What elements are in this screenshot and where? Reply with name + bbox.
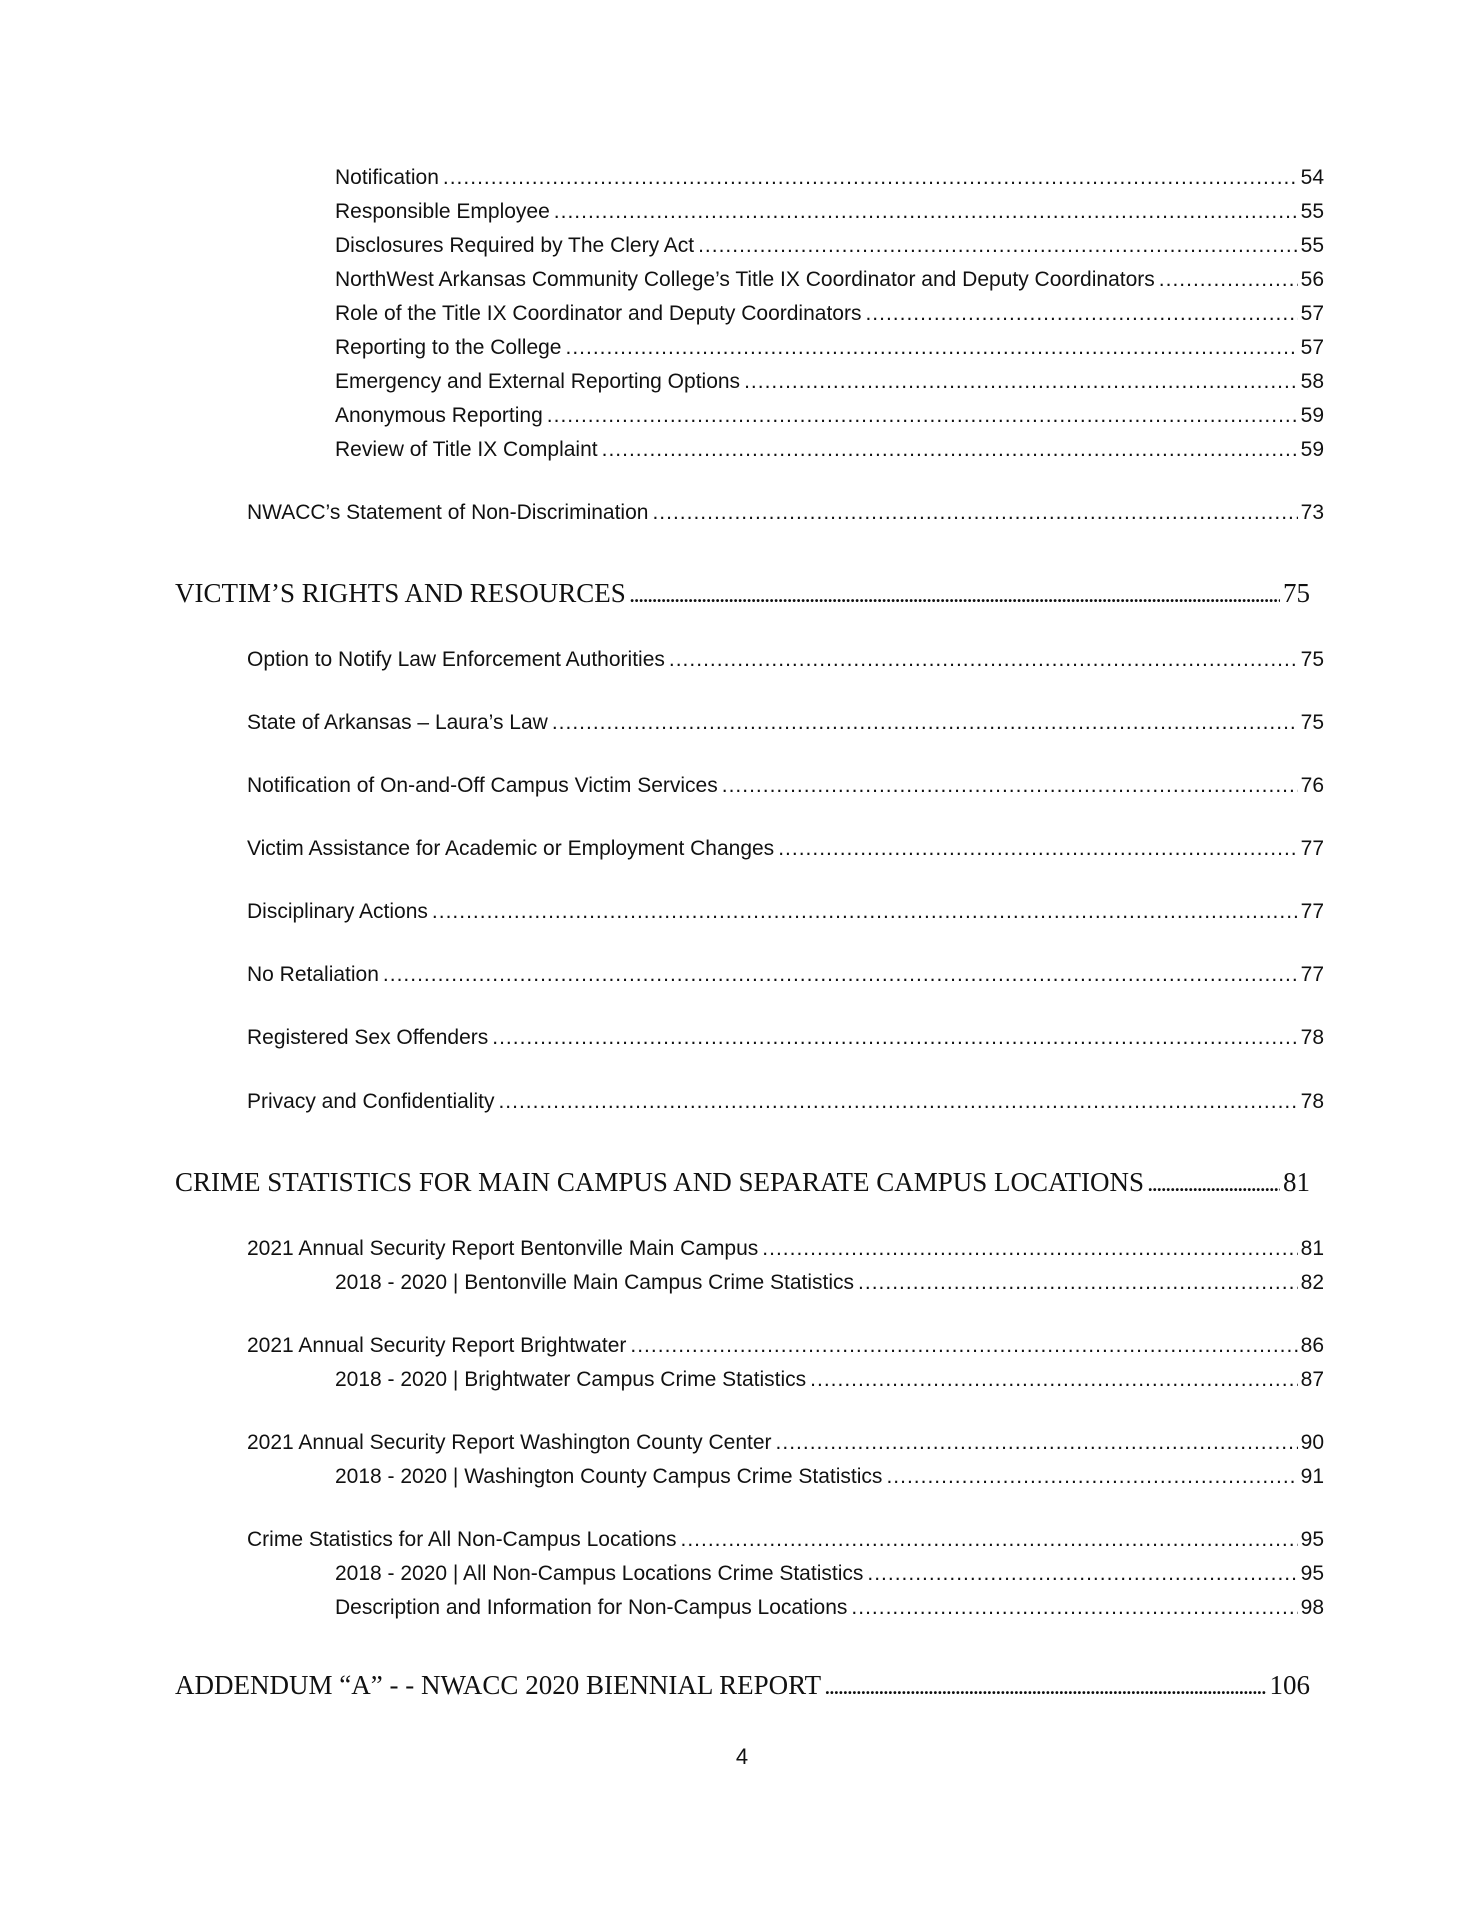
toc-entry-title: CRIME STATISTICS FOR MAIN CAMPUS AND SEPARATE CAMPUS LOCATIONS <box>175 1167 1145 1197</box>
dot-leader <box>865 302 1297 326</box>
toc-entry[interactable] <box>335 234 1324 262</box>
dot-leader <box>652 501 1297 525</box>
toc-entry-title: Notification of On-and-Off Campus Victim Services <box>247 774 718 797</box>
toc-entry-page: 75 <box>1300 711 1324 734</box>
toc-entry-page: 59 <box>1300 404 1324 427</box>
toc-section-heading[interactable] <box>175 1167 1310 1203</box>
toc-entry[interactable] <box>335 200 1324 228</box>
toc-entry[interactable] <box>335 302 1324 330</box>
toc-entry-page: 87 <box>1300 1368 1324 1391</box>
toc-entry[interactable] <box>247 774 1324 802</box>
toc-entry[interactable] <box>335 404 1324 432</box>
toc-entry-title: Anonymous Reporting <box>335 404 543 427</box>
toc-entry-title: Privacy and Confidentiality <box>247 1090 495 1113</box>
toc-entry-page: 82 <box>1300 1271 1324 1294</box>
dot-leader <box>565 336 1297 360</box>
toc-entry-title: Disclosures Required by The Clery Act <box>335 234 695 257</box>
toc-entry-title: Victim Assistance for Academic or Employment Changes <box>247 837 775 860</box>
toc-entry-page: 95 <box>1300 1528 1324 1551</box>
toc-entry[interactable] <box>335 438 1324 466</box>
toc-entry-title: Description and Information for Non-Campus Locations <box>335 1596 848 1619</box>
toc-entry-page: 106 <box>1269 1670 1310 1700</box>
dot-leader <box>1148 1175 1280 1196</box>
toc-entry-title: 2018 - 2020 | Washington County Campus Crime Statistics <box>335 1465 883 1488</box>
dot-leader <box>630 586 1280 607</box>
toc-entry-title: ADDENDUM “A” - - NWACC 2020 BIENNIAL REPORT <box>175 1670 822 1700</box>
toc-entry-title: NorthWest Arkansas Community College’s Title IX Coordinator and Deputy Coordinators <box>335 268 1155 291</box>
toc-entry-page: 81 <box>1283 1167 1310 1197</box>
toc-entry[interactable] <box>335 1368 1324 1396</box>
toc-entry-title: 2018 - 2020 | Bentonville Main Campus Crime Statistics <box>335 1271 855 1294</box>
toc-entry-page: 86 <box>1300 1334 1324 1357</box>
dot-leader <box>602 438 1298 462</box>
toc-entry-title: No Retaliation <box>247 963 379 986</box>
toc-entry[interactable] <box>247 501 1324 529</box>
toc-entry-title: 2021 Annual Security Report Washington County Center <box>247 1431 772 1454</box>
toc-entry[interactable] <box>247 711 1324 739</box>
toc-entry-page: 55 <box>1300 234 1324 257</box>
dot-leader <box>552 711 1298 735</box>
dot-leader <box>492 1026 1297 1050</box>
toc-entry-page: 77 <box>1300 837 1324 860</box>
toc-entry-title: Responsible Employee <box>335 200 550 223</box>
toc-entry-page: 95 <box>1300 1562 1324 1585</box>
dot-leader <box>432 900 1298 924</box>
toc-entry[interactable] <box>335 1465 1324 1493</box>
toc-entry[interactable] <box>247 1431 1324 1459</box>
toc-entry-page: 54 <box>1300 166 1324 189</box>
dot-leader <box>851 1596 1297 1620</box>
toc-entry-title: Emergency and External Reporting Options <box>335 370 741 393</box>
dot-leader <box>722 774 1298 798</box>
toc-entry-title: Registered Sex Offenders <box>247 1026 489 1049</box>
toc-entry[interactable] <box>247 837 1324 865</box>
toc-entry[interactable] <box>247 1237 1324 1265</box>
dot-leader <box>681 1528 1298 1552</box>
toc-entry[interactable] <box>335 370 1324 398</box>
dot-leader <box>630 1334 1297 1358</box>
toc-entry-title: Reporting to the College <box>335 336 562 359</box>
toc-entry[interactable] <box>247 1334 1324 1362</box>
toc-entry-page: 78 <box>1300 1026 1324 1049</box>
toc-entry-title: 2018 - 2020 | All Non-Campus Locations Crime Statistics <box>335 1562 864 1585</box>
toc-section-heading[interactable] <box>175 578 1310 614</box>
toc-entry[interactable] <box>335 166 1324 194</box>
toc-entry-title: 2021 Annual Security Report Brightwater <box>247 1334 627 1357</box>
toc-entry-title: Crime Statistics for All Non-Campus Locations <box>247 1528 677 1551</box>
toc-entry-page: 98 <box>1300 1596 1324 1619</box>
dot-leader <box>554 200 1298 224</box>
toc-entry-title: State of Arkansas – Laura’s Law <box>247 711 548 734</box>
toc-entry-title: Review of Title IX Complaint <box>335 438 598 461</box>
dot-leader <box>776 1431 1298 1455</box>
toc-entry-title: Role of the Title IX Coordinator and Deputy Coordinators <box>335 302 862 325</box>
dot-leader <box>443 166 1298 190</box>
toc-entry-page: 77 <box>1300 963 1324 986</box>
dot-leader <box>547 404 1298 428</box>
toc-entry-title: NWACC’s Statement of Non-Discrimination <box>247 501 649 524</box>
toc-entry-page: 91 <box>1300 1465 1324 1488</box>
dot-leader <box>762 1237 1297 1261</box>
toc-entry-title: VICTIM’S RIGHTS AND RESOURCES <box>175 578 626 608</box>
page-number: 4 <box>735 1744 749 1769</box>
toc-entry-page: 78 <box>1300 1090 1324 1113</box>
toc-entry-page: 90 <box>1300 1431 1324 1454</box>
toc-entry-title: Option to Notify Law Enforcement Authorities <box>247 648 665 671</box>
dot-leader <box>383 963 1298 987</box>
dot-leader <box>867 1562 1297 1586</box>
toc-entry-page: 75 <box>1300 648 1324 671</box>
dot-leader <box>1159 268 1298 292</box>
dot-leader <box>498 1090 1297 1114</box>
toc-section-heading[interactable] <box>175 1670 1310 1706</box>
toc-entry[interactable] <box>335 1271 1324 1299</box>
toc-entry[interactable] <box>335 268 1324 296</box>
toc-entry[interactable] <box>335 1596 1324 1624</box>
toc-entry-page: 75 <box>1283 578 1310 608</box>
dot-leader <box>886 1465 1297 1489</box>
dot-leader <box>810 1368 1297 1392</box>
toc-entry-title: 2018 - 2020 | Brightwater Campus Crime Statistics <box>335 1368 807 1391</box>
toc-entry[interactable] <box>247 900 1324 928</box>
toc-entry-page: 81 <box>1300 1237 1324 1260</box>
toc-entry-title: 2021 Annual Security Report Bentonville Main Campus <box>247 1237 759 1260</box>
toc-entry[interactable] <box>247 963 1324 991</box>
toc-entry-page: 58 <box>1300 370 1324 393</box>
dot-leader <box>698 234 1298 258</box>
toc-entry-page: 57 <box>1300 302 1324 325</box>
toc-entry-page: 55 <box>1300 200 1324 223</box>
dot-leader <box>669 648 1298 672</box>
toc-entry-page: 76 <box>1300 774 1324 797</box>
toc-entry-page: 57 <box>1300 336 1324 359</box>
toc-entry-title: Disciplinary Actions <box>247 900 428 923</box>
dot-leader <box>778 837 1297 861</box>
toc-entry-page: 77 <box>1300 900 1324 923</box>
toc-entry[interactable] <box>335 1562 1324 1590</box>
toc-entry-page: 73 <box>1300 501 1324 524</box>
toc-entry[interactable] <box>247 1528 1324 1556</box>
toc-entry[interactable] <box>247 648 1324 676</box>
dot-leader <box>858 1271 1298 1295</box>
dot-leader <box>825 1678 1266 1699</box>
dot-leader <box>744 370 1298 394</box>
toc-entry[interactable] <box>247 1090 1324 1118</box>
toc-entry[interactable] <box>247 1026 1324 1054</box>
toc-entry-title: Notification <box>335 166 439 189</box>
toc-entry-page: 56 <box>1300 268 1324 291</box>
toc-entry[interactable] <box>335 336 1324 364</box>
toc-entry-page: 59 <box>1300 438 1324 461</box>
